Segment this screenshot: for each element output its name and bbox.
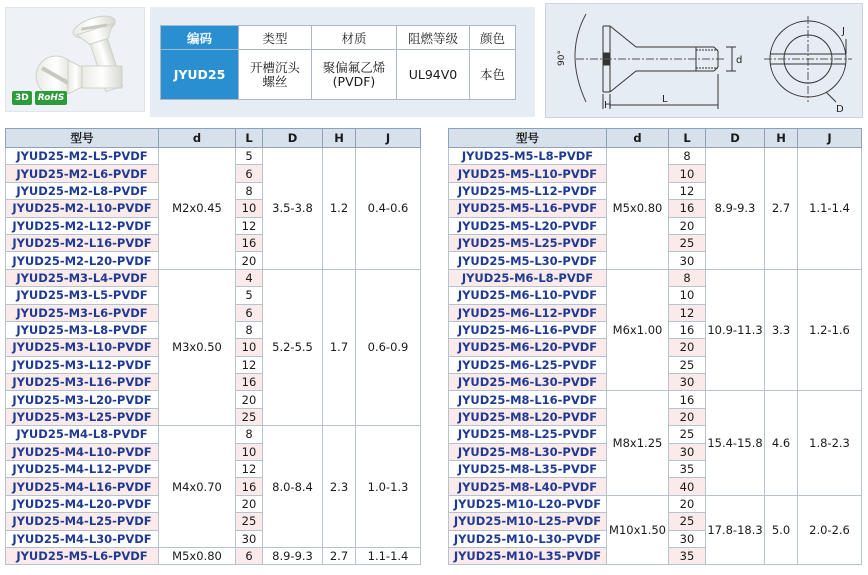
3d-badge: 3D: [12, 91, 32, 105]
length-cell: 25: [669, 513, 706, 530]
col-j: J: [356, 129, 421, 148]
table-row: [449, 495, 862, 512]
length-cell: 10: [669, 165, 706, 182]
model-cell[interactable]: JYUD25-M8-L20-PVDF: [449, 408, 607, 425]
length-cell: 4: [236, 269, 263, 286]
summary-color: 本色: [470, 50, 516, 100]
col-l: L: [236, 129, 263, 148]
col-j: J: [798, 129, 862, 148]
length-cell: 20: [669, 217, 706, 234]
model-cell[interactable]: JYUD25-M4-L30-PVDF: [6, 530, 159, 547]
header-flame: 阻燃等级: [397, 26, 470, 50]
length-cell: 12: [236, 217, 263, 234]
length-cell: 16: [669, 321, 706, 338]
model-cell[interactable]: JYUD25-M2-L20-PVDF: [6, 252, 159, 269]
model-cell[interactable]: JYUD25-M5-L30-PVDF: [449, 252, 607, 269]
parts-table-header: [6, 129, 421, 148]
model-cell[interactable]: JYUD25-M2-L5-PVDF: [6, 148, 159, 165]
length-cell: 8: [669, 148, 706, 165]
header-material: 材质: [312, 26, 397, 50]
model-cell[interactable]: JYUD25-M8-L35-PVDF: [449, 461, 607, 478]
model-cell[interactable]: JYUD25-M10-L35-PVDF: [449, 547, 607, 564]
model-cell[interactable]: JYUD25-M6-L20-PVDF: [449, 339, 607, 356]
length-cell: 12: [236, 461, 263, 478]
model-cell[interactable]: JYUD25-M3-L12-PVDF: [6, 356, 159, 373]
summary-flame: UL94V0: [397, 50, 470, 100]
summary-material: [312, 50, 397, 100]
head-diameter-cell: 3.5-3.8: [263, 148, 323, 270]
drawing-d-label: d: [736, 55, 743, 66]
model-cell[interactable]: JYUD25-M8-L16-PVDF: [449, 391, 607, 408]
rohs-badge: RoHS: [35, 91, 68, 105]
col-h: H: [323, 129, 356, 148]
length-cell: 20: [669, 495, 706, 512]
drawing-bigd-label: D: [836, 104, 844, 115]
head-height-cell: 3.3: [765, 269, 798, 391]
model-cell[interactable]: JYUD25-M4-L12-PVDF: [6, 461, 159, 478]
table-row: [449, 391, 862, 408]
length-cell: 16: [669, 391, 706, 408]
length-cell: 30: [669, 252, 706, 269]
model-cell[interactable]: JYUD25-M4-L20-PVDF: [6, 495, 159, 512]
length-cell: 8: [669, 269, 706, 286]
model-cell[interactable]: JYUD25-M4-L16-PVDF: [6, 478, 159, 495]
length-cell: 6: [236, 165, 263, 182]
model-cell[interactable]: JYUD25-M10-L30-PVDF: [449, 530, 607, 547]
summary-material-text: 聚偏氟乙烯(PVDF): [322, 59, 386, 89]
slot-width-cell: 0.4-0.6: [356, 148, 421, 270]
length-cell: 25: [669, 356, 706, 373]
length-cell: 8: [236, 321, 263, 338]
model-cell[interactable]: JYUD25-M3-L25-PVDF: [6, 408, 159, 425]
head-height-cell: 5.0: [765, 495, 798, 565]
summary-type-text: 开槽沉头螺丝: [249, 59, 300, 89]
length-cell: 10: [236, 200, 263, 217]
head-height-cell: 4.6: [765, 391, 798, 495]
parts-table-right: [448, 128, 862, 565]
model-cell[interactable]: JYUD25-M6-L12-PVDF: [449, 304, 607, 321]
slot-width-cell: 1.1-1.4: [798, 148, 862, 270]
model-cell[interactable]: JYUD25-M4-L25-PVDF: [6, 513, 159, 530]
col-d: d: [159, 129, 236, 148]
slot-width-cell: 2.0-2.6: [798, 495, 862, 565]
model-cell[interactable]: JYUD25-M2-L10-PVDF: [6, 200, 159, 217]
table-row: [6, 426, 421, 443]
thread-d-cell: M3x0.50: [159, 269, 236, 426]
model-cell[interactable]: JYUD25-M5-L12-PVDF: [449, 182, 607, 199]
table-row: [449, 269, 862, 286]
model-cell[interactable]: JYUD25-M6-L30-PVDF: [449, 374, 607, 391]
length-cell: 12: [236, 356, 263, 373]
col-bigd: D: [706, 129, 765, 148]
col-model: 型号: [449, 129, 607, 148]
model-cell[interactable]: JYUD25-M8-L40-PVDF: [449, 478, 607, 495]
length-cell: 5: [236, 148, 263, 165]
drawing-l-label: L: [662, 94, 668, 105]
model-cell[interactable]: JYUD25-M6-L10-PVDF: [449, 287, 607, 304]
model-cell[interactable]: JYUD25-M6-L8-PVDF: [449, 269, 607, 286]
head-height-cell: 1.2: [323, 148, 356, 270]
thread-d-cell: M5x0.80: [159, 547, 236, 564]
head-diameter-cell: 10.9-11.3: [706, 269, 765, 391]
length-cell: 35: [669, 547, 706, 564]
thread-d-cell: M2x0.45: [159, 148, 236, 270]
length-cell: 20: [236, 495, 263, 512]
slot-width-cell: 1.2-1.6: [798, 269, 862, 391]
model-cell[interactable]: JYUD25-M4-L10-PVDF: [6, 443, 159, 460]
model-cell[interactable]: JYUD25-M2-L6-PVDF: [6, 165, 159, 182]
parts-table-right-body: [449, 148, 862, 565]
col-h: H: [765, 129, 798, 148]
head-diameter-cell: 8.9-9.3: [263, 547, 323, 564]
length-cell: 25: [669, 234, 706, 251]
model-cell[interactable]: JYUD25-M2-L12-PVDF: [6, 217, 159, 234]
model-cell[interactable]: JYUD25-M3-L5-PVDF: [6, 287, 159, 304]
table-row: [6, 269, 421, 286]
model-cell[interactable]: JYUD25-M6-L16-PVDF: [449, 321, 607, 338]
summary-panel: [150, 7, 535, 117]
head-height-cell: 2.3: [323, 426, 356, 548]
length-cell: 40: [669, 478, 706, 495]
model-cell[interactable]: JYUD25-M3-L6-PVDF: [6, 304, 159, 321]
model-cell[interactable]: JYUD25-M3-L4-PVDF: [6, 269, 159, 286]
length-cell: 30: [669, 374, 706, 391]
slot-width-cell: 1.8-2.3: [798, 391, 862, 495]
length-cell: 12: [669, 182, 706, 199]
col-bigd: D: [263, 129, 323, 148]
slot-width-cell: 0.6-0.9: [356, 269, 421, 426]
length-cell: 6: [236, 547, 263, 564]
screw-drawing: [546, 4, 864, 119]
head-height-cell: 2.7: [323, 547, 356, 564]
length-cell: 10: [236, 339, 263, 356]
summary-type: [239, 50, 312, 100]
col-l: L: [669, 129, 706, 148]
model-cell[interactable]: JYUD25-M2-L16-PVDF: [6, 234, 159, 251]
length-cell: 30: [669, 530, 706, 547]
head-height-cell: 2.7: [765, 148, 798, 270]
thread-d-cell: M4x0.70: [159, 426, 236, 548]
length-cell: 20: [669, 408, 706, 425]
length-cell: 20: [236, 252, 263, 269]
drawing-j-label: J: [842, 26, 845, 37]
drawing-angle-label: 90°: [557, 50, 567, 66]
length-cell: 5: [236, 287, 263, 304]
table-row: [6, 547, 421, 564]
length-cell: 10: [669, 287, 706, 304]
drawing-h-label: H: [604, 100, 612, 111]
head-diameter-cell: 5.2-5.5: [263, 269, 323, 426]
length-cell: 8: [236, 426, 263, 443]
technical-drawing: [545, 3, 863, 118]
thread-d-cell: M8x1.25: [607, 391, 669, 495]
header-type: 类型: [239, 26, 312, 50]
model-cell[interactable]: JYUD25-M5-L16-PVDF: [449, 200, 607, 217]
slot-width-cell: 1.0-1.3: [356, 426, 421, 548]
parts-table-header: [449, 129, 862, 148]
length-cell: 25: [236, 408, 263, 425]
model-cell[interactable]: JYUD25-M8-L25-PVDF: [449, 426, 607, 443]
head-diameter-cell: 15.4-15.8: [706, 391, 765, 495]
col-model: 型号: [6, 129, 159, 148]
length-cell: 20: [236, 391, 263, 408]
head-diameter-cell: 8.0-8.4: [263, 426, 323, 548]
model-cell[interactable]: JYUD25-M2-L8-PVDF: [6, 182, 159, 199]
length-cell: 12: [669, 304, 706, 321]
model-cell[interactable]: JYUD25-M10-L25-PVDF: [449, 513, 607, 530]
parts-table-left-body: [6, 148, 421, 565]
model-cell[interactable]: JYUD25-M5-L6-PVDF: [6, 547, 159, 564]
length-cell: 6: [236, 304, 263, 321]
thread-d-cell: M5x0.80: [607, 148, 669, 270]
header-color: 颜色: [470, 26, 516, 50]
model-cell[interactable]: JYUD25-M10-L20-PVDF: [449, 495, 607, 512]
head-diameter-cell: 8.9-9.3: [706, 148, 765, 270]
length-cell: 20: [669, 339, 706, 356]
header-code: 编码: [161, 26, 239, 50]
length-cell: 25: [669, 426, 706, 443]
summary-code: JYUD25: [161, 50, 239, 100]
product-photo: [5, 7, 145, 112]
model-cell[interactable]: JYUD25-M4-L8-PVDF: [6, 426, 159, 443]
model-cell[interactable]: JYUD25-M3-L10-PVDF: [6, 339, 159, 356]
thread-d-cell: M6x1.00: [607, 269, 669, 391]
model-cell[interactable]: JYUD25-M5-L10-PVDF: [449, 165, 607, 182]
summary-table: [160, 25, 516, 100]
table-row: [6, 148, 421, 165]
length-cell: 10: [236, 443, 263, 460]
length-cell: 16: [236, 478, 263, 495]
head-height-cell: 1.7: [323, 269, 356, 426]
model-cell[interactable]: JYUD25-M5-L25-PVDF: [449, 234, 607, 251]
length-cell: 30: [669, 443, 706, 460]
length-cell: 25: [236, 513, 263, 530]
length-cell: 8: [236, 182, 263, 199]
length-cell: 16: [669, 200, 706, 217]
length-cell: 30: [236, 530, 263, 547]
model-cell[interactable]: JYUD25-M5-L8-PVDF: [449, 148, 607, 165]
thread-d-cell: M10x1.50: [607, 495, 669, 565]
model-cell[interactable]: JYUD25-M3-L20-PVDF: [6, 391, 159, 408]
slot-width-cell: 1.1-1.4: [356, 547, 421, 564]
model-cell[interactable]: JYUD25-M8-L30-PVDF: [449, 443, 607, 460]
model-cell[interactable]: JYUD25-M3-L16-PVDF: [6, 374, 159, 391]
table-row: [449, 148, 862, 165]
col-d: d: [607, 129, 669, 148]
length-cell: 16: [236, 374, 263, 391]
parts-table-left: [5, 128, 421, 565]
length-cell: 35: [669, 461, 706, 478]
model-cell[interactable]: JYUD25-M5-L20-PVDF: [449, 217, 607, 234]
model-cell[interactable]: JYUD25-M6-L25-PVDF: [449, 356, 607, 373]
model-cell[interactable]: JYUD25-M3-L8-PVDF: [6, 321, 159, 338]
length-cell: 16: [236, 234, 263, 251]
head-diameter-cell: 17.8-18.3: [706, 495, 765, 565]
